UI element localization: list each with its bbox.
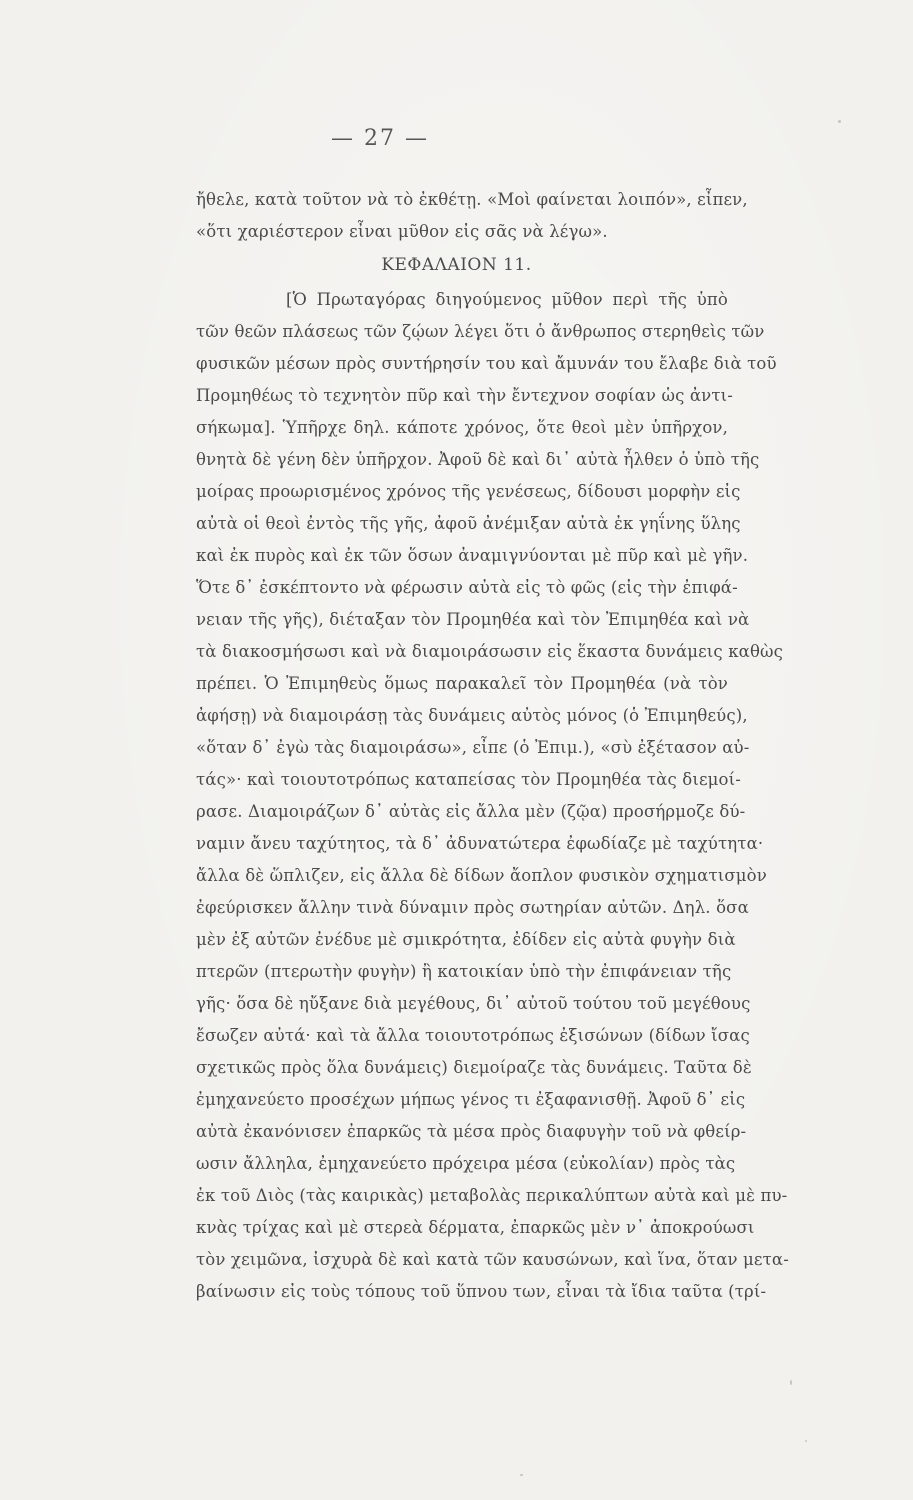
text-line: αὐτὰ οἱ θεοὶ ἐντὸς τῆς γῆς, ἀφοῦ ἀνέμιξαν αὐτὰ ἐκ γηΐνης ὕλης [196,514,741,533]
text-line: ἐμηχανεύετο προσέχων μήπως γένος τι ἐξαφανισθῇ. Ἀφοῦ δ᾽ εἰς [196,1090,746,1109]
text-line: ἄλλα δὲ ὥπλιζεν, εἰς ἄλλα δὲ δίδων ἄοπλον φυσικὸν σχηματισμὸν [196,866,767,885]
text-line: πτερῶν (πτερωτὴν φυγὴν) ἢ κατοικίαν ὑπὸ τὴν ἐπιφάνειαν τῆς [196,962,732,981]
text-line: γῆς· ὅσα δὲ ηὔξανε διὰ μεγέθους, δι᾽ αὐτοῦ τούτου τοῦ μεγέθους [196,994,751,1013]
text-line: βαίνωσιν εἰς τοὺς τόπους τοῦ ὕπνου των, εἶναι τὰ ἴδια ταῦτα (τρί- [196,1282,767,1301]
text-line: καὶ ἐκ πυρὸς καὶ ἐκ τῶν ὅσων ἀναμιγνύονται μὲ πῦρ καὶ μὲ γῆν. [196,546,749,565]
chapter-heading: ΚΕΦΑΛΑΙΟΝ 11. [381,255,532,275]
text-line: ρασε. Διαμοιράζων δ᾽ αὐτὰς εἰς ἄλλα μὲν (ζῷα) προσήρμοζε δύ- [196,802,746,821]
text-line: αὐτὰ ἐκανόνισεν ἐπαρκῶς τὰ μέσα πρὸς διαφυγὴν τοῦ νὰ φθείρ- [196,1122,747,1141]
text-line: τῶν θεῶν πλάσεως τῶν ζῴων λέγει ὅτι ὁ ἄνθρωπος στερηθεὶς τῶν [196,322,765,341]
text-line: ἀφήσῃ) νὰ διαμοιράσῃ τὰς δυνάμεις αὐτὸς μόνος (ὁ Ἐπιμηθεύς), [196,706,748,725]
text-line: ἐκ τοῦ Διὸς (τὰς καιρικὰς) μεταβολὰς περικαλύπτων αὐτὰ καὶ μὲ πυ- [196,1186,788,1205]
paper-speck [805,1440,807,1442]
text-line: Προμηθέως τὸ τεχνητὸν πῦρ καὶ τὴν ἔντεχνον σοφίαν ὡς ἀντι- [196,386,733,405]
text-line: φυσικῶν μέσων πρὸς συντήρησίν του καὶ ἄμυνάν του ἔλαβε διὰ τοῦ [196,354,777,373]
text-line: μὲν ἐξ αὐτῶν ἐνέδυε μὲ σμικρότητα, ἐδίδεν εἰς αὐτὰ φυγὴν διὰ [196,930,736,949]
text-line: τὰ διακοσμήσωσι καὶ νὰ διαμοιράσωσιν εἰς ἕκαστα δυνάμεις καθὼς [196,642,784,661]
text-line: «ὅτι χαριέστερον εἶναι μῦθον εἰς σᾶς νὰ λέγω». [196,222,608,241]
text-line: τάς»· καὶ τοιουτοτρόπως καταπείσας τὸν Προμηθέα τὰς διεμοί- [196,770,741,789]
text-line: ναμιν ἄνευ ταχύτητος, τὰ δ᾽ ἀδυνατώτερα ἐφωδίαζε μὲ ταχύτητα· [196,834,764,853]
text-line: σήκωμα]. Ὑπῆρχε δηλ. κάποτε χρόνος, ὅτε θεοὶ μὲν ὑπῆρχον, [196,418,728,437]
text-line: ωσιν ἄλληλα, ἐμηχανεύετο πρόχειρα μέσα (εὐκολίαν) πρὸς τὰς [196,1154,736,1173]
paper-speck [838,120,841,123]
text-line: θνητὰ δὲ γένη δὲν ὑπῆρχον. Ἀφοῦ δὲ καὶ δι᾽ αὐτὰ ἦλθεν ὁ ὑπὸ τῆς [196,450,760,469]
paper-speck [520,1474,523,1476]
text-line: κνὰς τρίχας καὶ μὲ στερεὰ δέρματα, ἐπαρκῶς μὲν ν᾽ ἀποκρούωσι [196,1218,755,1237]
text-line: Ὅτε δ᾽ ἐσκέπτοντο νὰ φέρωσιν αὐτὰ εἰς τὸ φῶς (εἰς τὴν ἐπιφά- [196,578,738,597]
text-line: νειαν τῆς γῆς), διέταξαν τὸν Προμηθέα καὶ τὸν Ἐπιμηθέα καὶ νὰ [196,610,750,629]
text-line: ἐφεύρισκεν ἄλλην τινὰ δύναμιν πρὸς σωτηρίαν αὐτῶν. Δηλ. ὅσα [196,898,749,917]
text-line: ἔσωζεν αὐτά· καὶ τὰ ἄλλα τοιουτοτρόπως ἐξισώνων (δίδων ἴσας [196,1026,750,1045]
text-line: πρέπει. Ὁ Ἐπιμηθεὺς ὅμως παρακαλεῖ τὸν Προμηθέα (νὰ τὸν [196,674,728,693]
paper-speck [790,1380,792,1385]
text-line: «ὅταν δ᾽ ἐγὼ τὰς διαμοιράσω», εἶπε (ὁ Ἐπιμ.), «σὺ ἐξέτασον αὐ- [196,738,750,757]
text-line: ἤθελε, κατὰ τοῦτον νὰ τὸ ἐκθέτῃ. «Μοὶ φαίνεται λοιπόν», εἶπεν, [196,190,748,209]
text-line: σχετικῶς πρὸς ὅλα δυνάμεις) διεμοίραζε τὰς δυνάμεις. Ταῦτα δὲ [196,1058,752,1077]
page-number: — 27 — [331,126,429,151]
text-line: τὸν χειμῶνα, ἰσχυρὰ δὲ καὶ κατὰ τῶν καυσώνων, καὶ ἵνα, ὅταν μετα- [196,1250,789,1269]
text-line: [Ὁ Πρωταγόρας διηγούμενος μῦθον περὶ τῆς ὑπὸ [286,290,728,309]
text-line: μοίρας προωρισμένος χρόνος τῆς γενέσεως, δίδουσι μορφὴν εἰς [196,482,741,501]
